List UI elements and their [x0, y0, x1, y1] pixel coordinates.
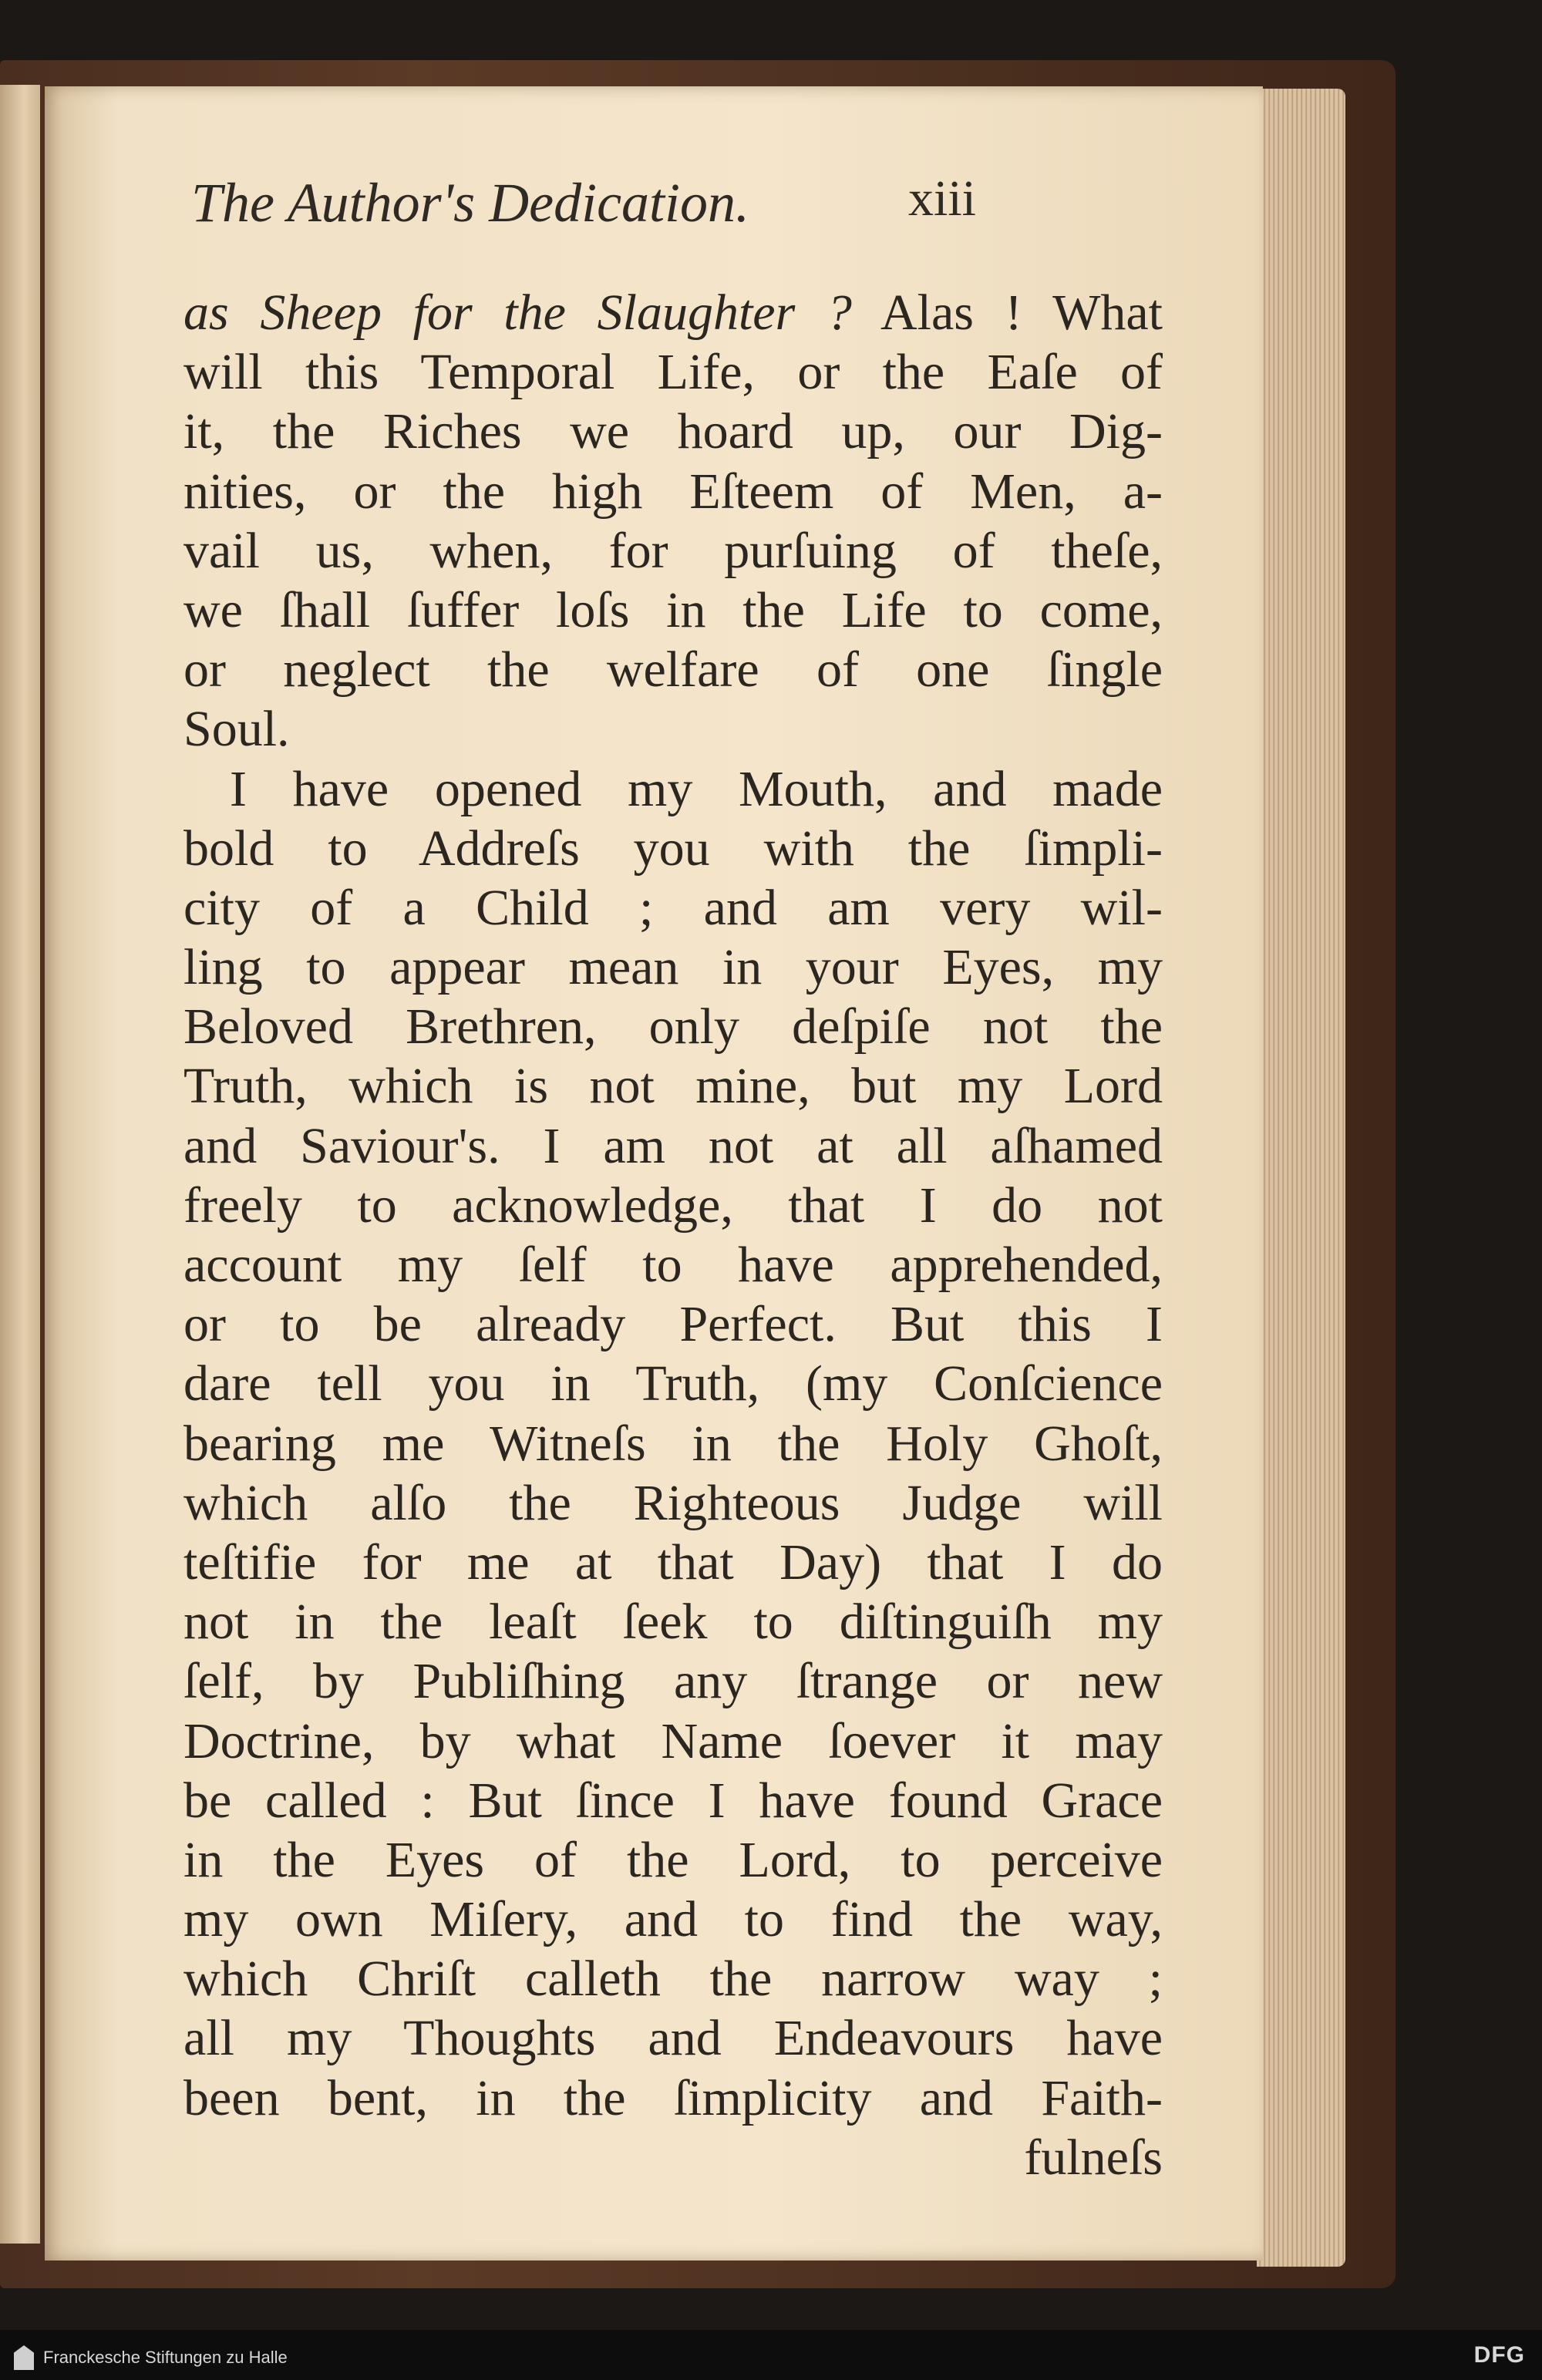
- text-line: been bent, in the ſimplicity and Faith-: [183, 2069, 1163, 2126]
- text-line: it, the Riches we hoard up, our Dig-: [183, 403, 1163, 460]
- text-line: which Chriſt calleth the narrow way ;: [183, 1951, 1163, 2008]
- text-line: dare tell you in Truth, (my Conſcience: [183, 1355, 1163, 1412]
- text-line: nities, or the high Eſteem of Men, a-: [183, 463, 1163, 520]
- dfg-logo: DFG: [1473, 2342, 1525, 2368]
- text-line: I have opened my Mouth, and made: [230, 760, 1163, 817]
- body-text: [183, 283, 1163, 2187]
- left-page-edge: [0, 85, 40, 2244]
- italic-phrase: as Sheep for the Slaughter ?: [183, 284, 852, 341]
- text-line: ling to appear mean in your Eyes, my: [183, 939, 1163, 996]
- text-line: Truth, which is not mine, but my Lord: [183, 1058, 1163, 1115]
- text-line: in the Eyes of the Lord, to perceive: [183, 1831, 1163, 1888]
- text-line: bearing me Witneſs in the Holy Ghoſt,: [183, 1415, 1163, 1472]
- text-line: vail us, when, for purſuing of theſe,: [183, 522, 1163, 579]
- text-line: city of a Child ; and am very wil-: [183, 879, 1163, 936]
- institution-name: Franckesche Stiftungen zu Halle: [43, 2348, 288, 2367]
- running-title: The Author's Dedication.: [191, 172, 750, 234]
- text-line: all my Thoughts and Endeavours have: [183, 2010, 1163, 2067]
- text-line: be called : But ſince I have found Grace: [183, 1772, 1163, 1829]
- text-line: will this Temporal Life, or the Eaſe of: [183, 344, 1163, 401]
- catchword: fulneſs: [1024, 2129, 1163, 2186]
- text-line: Soul.: [183, 701, 290, 758]
- text-line: Beloved Brethren, only deſpiſe not the: [183, 998, 1163, 1055]
- text-line: and Saviour's. I am not at all aſhamed: [183, 1117, 1163, 1174]
- text-line: we ſhall ſuffer loſs in the Life to come,: [183, 581, 1163, 638]
- text-line: freely to acknowledge, that I do not: [183, 1177, 1163, 1234]
- text-line: my own Miſery, and to find the way,: [183, 1891, 1163, 1948]
- text-line: not in the leaſt ſeek to diſtinguiſh my: [183, 1594, 1163, 1651]
- page-fore-edge: [1257, 89, 1345, 2267]
- text-line: as Sheep for the Slaughter ? Alas ! What: [183, 284, 1163, 341]
- text-line: account my ſelf to have apprehended,: [183, 1237, 1163, 1293]
- book-page: [45, 86, 1263, 2260]
- text-line: ſelf, by Publiſhing any ſtrange or new: [183, 1653, 1163, 1710]
- text-line: which alſo the Righteous Judge will: [183, 1474, 1163, 1531]
- text-line: Doctrine, by what Name ſoever it may: [183, 1712, 1163, 1769]
- page-number: xiii: [908, 170, 977, 227]
- text-line: teſtifie for me at that Day) that I do: [183, 1533, 1163, 1591]
- text-line: bold to Addreſs you with the ſimpli-: [183, 820, 1163, 877]
- text-line: or neglect the welfare of one ſingle: [183, 641, 1163, 699]
- text-line: or to be already Perfect. But this I: [183, 1296, 1163, 1353]
- institution-emblem-icon: [14, 2345, 34, 2370]
- institution-credit: [14, 2345, 288, 2370]
